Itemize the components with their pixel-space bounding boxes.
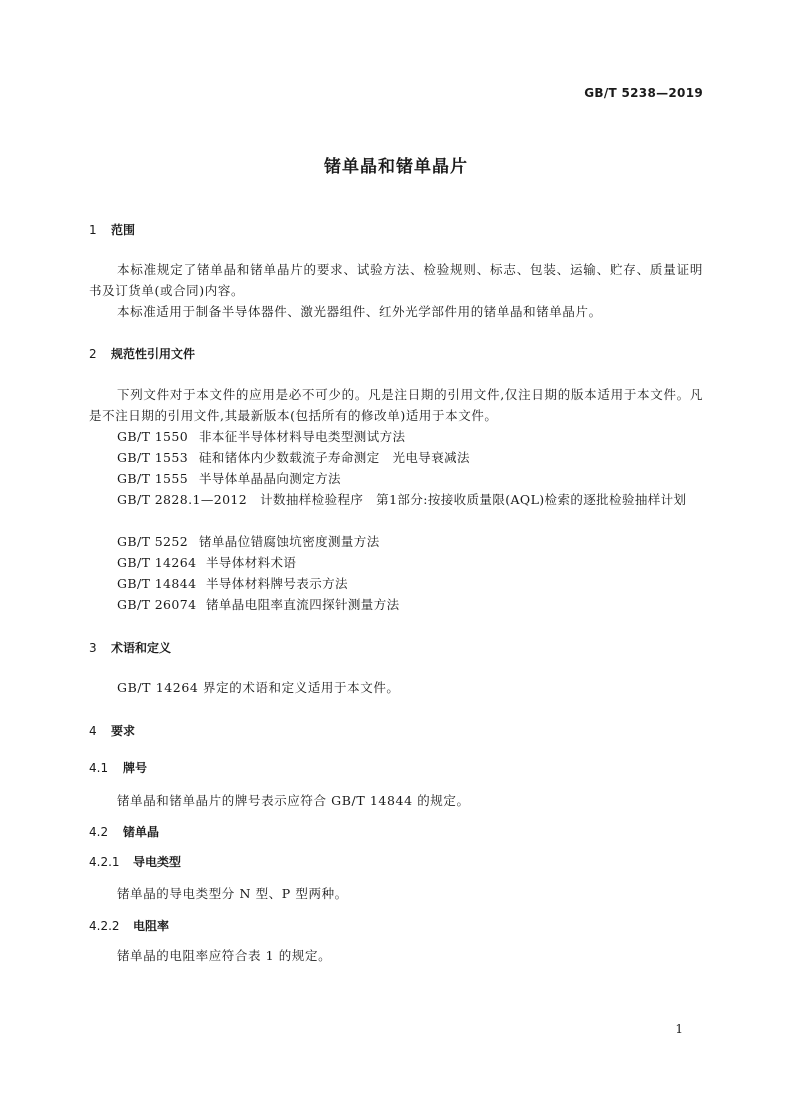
terms-paragraph: GB/T 14264 界定的术语和定义适用于本文件。 — [117, 680, 400, 695]
subsection-number: 4.1 — [89, 761, 109, 775]
references-intro: 下列文件对于本文件的应用是必不可少的。凡是注日期的引用文件,仅注日期的版本适用于本文件。凡是不注日期的引用文件,其最新版本(包括所有的修改单)适用于本文件。 — [89, 387, 703, 423]
reference-title: 半导体单晶晶向测定方法 — [199, 471, 341, 486]
reference-item — [117, 531, 380, 552]
subsection-4-2-1-heading — [89, 853, 181, 870]
reference-code: GB/T 14264 — [117, 555, 197, 570]
scope-paragraph-2: 本标准适用于制备半导体器件、激光器组件、红外光学部件用的锗单晶和锗单晶片。 — [117, 304, 602, 319]
reference-code: GB/T 1555 — [117, 471, 189, 486]
reference-title: 非本征半导体材料导电类型测试方法 — [199, 429, 406, 444]
reference-title: 半导体材料牌号表示方法 — [206, 576, 348, 591]
subsection-number: 4.2 — [89, 825, 109, 839]
subsection-4-2-2-heading — [89, 917, 169, 934]
section-title: 术语和定义 — [111, 641, 172, 655]
conductivity-type-paragraph: 锗单晶的导电类型分 N 型、P 型两种。 — [117, 886, 348, 901]
document-title: 锗单晶和锗单晶片 — [324, 157, 468, 177]
reference-code: GB/T 26074 — [117, 597, 197, 612]
section-number: 3 — [89, 641, 97, 655]
section-2-heading — [89, 345, 195, 362]
reference-item — [117, 426, 405, 447]
resistivity-paragraph: 锗单晶的电阻率应符合表 1 的规定。 — [117, 948, 332, 963]
section-1-heading — [89, 221, 135, 238]
reference-item — [117, 468, 341, 489]
subsection-title: 导电类型 — [133, 855, 182, 869]
reference-item — [117, 447, 470, 468]
reference-item — [89, 489, 703, 510]
subsection-title: 电阻率 — [133, 919, 170, 933]
standard-number: GB/T 5238—2019 — [584, 86, 703, 100]
reference-code: GB/T 1553 — [117, 450, 189, 465]
reference-code: GB/T 14844 — [117, 576, 197, 591]
reference-title: 锗单晶电阻率直流四探针测量方法 — [206, 597, 400, 612]
section-4-heading — [89, 722, 135, 739]
subsection-title: 牌号 — [123, 761, 148, 775]
subsection-number: 4.2.2 — [89, 919, 120, 933]
section-3-heading — [89, 639, 171, 656]
section-title: 要求 — [111, 724, 136, 738]
subsection-title: 锗单晶 — [123, 825, 160, 839]
section-title: 规范性引用文件 — [111, 347, 196, 361]
scope-paragraph-1: 本标准规定了锗单晶和锗单晶片的要求、试验方法、检验规则、标志、包装、运输、贮存、质量证明书及订货单(或合同)内容。 — [89, 262, 703, 298]
reference-code: GB/T 5252 — [117, 534, 189, 549]
reference-title: 半导体材料术语 — [206, 555, 297, 570]
section-number: 4 — [89, 724, 97, 738]
reference-title: 硅和锗体内少数载流子寿命测定 光电导衰减法 — [199, 450, 470, 465]
section-number: 1 — [89, 223, 97, 237]
page-number: 1 — [675, 1022, 683, 1036]
reference-code: GB/T 1550 — [117, 429, 189, 444]
grade-paragraph: 锗单晶和锗单晶片的牌号表示应符合 GB/T 14844 的规定。 — [117, 793, 470, 808]
reference-item — [117, 594, 400, 615]
reference-item — [117, 573, 348, 594]
reference-item — [117, 552, 296, 573]
subsection-4-1-heading — [89, 759, 147, 776]
subsection-number: 4.2.1 — [89, 855, 120, 869]
subsection-4-2-heading — [89, 823, 159, 840]
section-title: 范围 — [111, 223, 136, 237]
reference-title: 锗单晶位错腐蚀坑密度测量方法 — [199, 534, 380, 549]
reference-title: 计数抽样检验程序 第1部分:按接收质量限(AQL)检索的逐批检验抽样计划 — [260, 492, 687, 507]
section-number: 2 — [89, 347, 97, 361]
reference-code: GB/T 2828.1—2012 — [117, 492, 248, 507]
